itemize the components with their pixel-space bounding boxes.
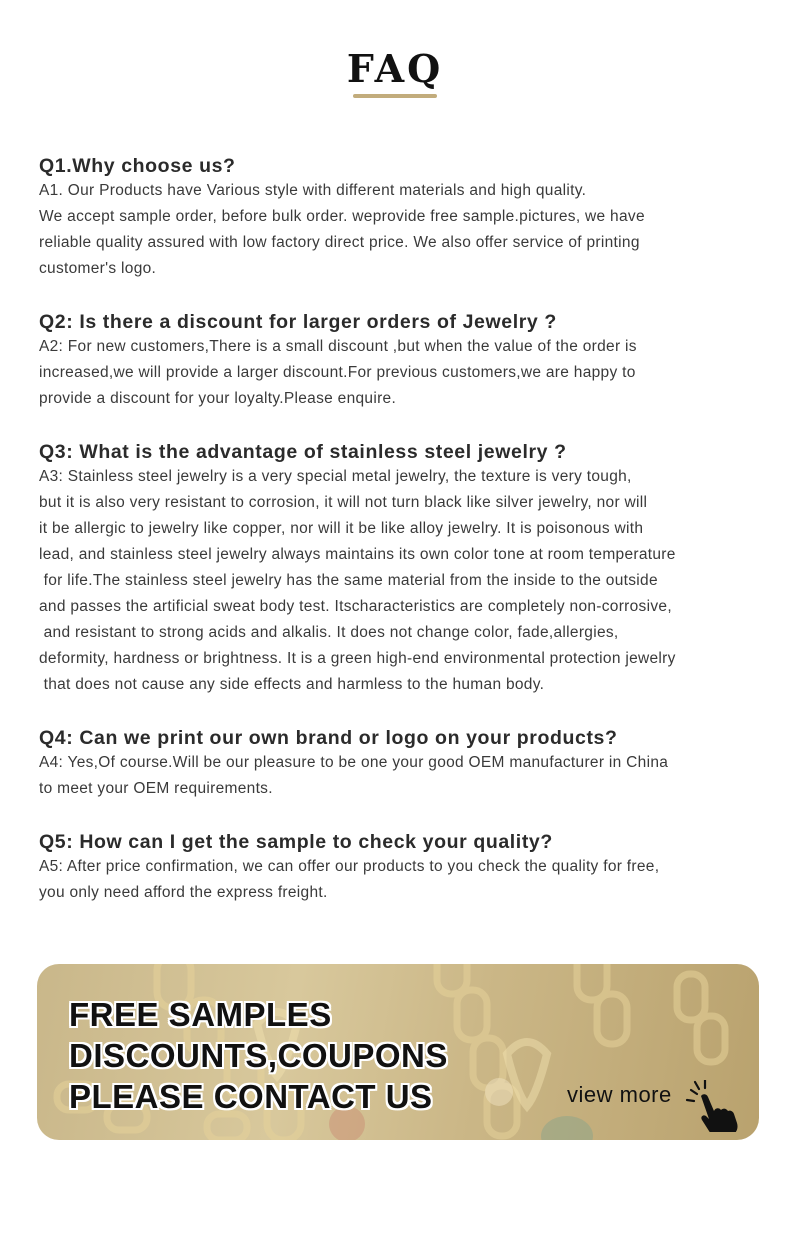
banner-line-2: DISCOUNTS,COUPONS: [69, 1037, 448, 1074]
view-more-link[interactable]: view more: [567, 1082, 672, 1107]
answer-line: that does not cause any side effects and harmless to the human body.: [39, 676, 545, 693]
faq-item-5: [39, 830, 769, 906]
answer-line: A2: For new customers,There is a small discount ,but when the value of the order is: [39, 338, 637, 355]
answer-line: customer's logo.: [39, 260, 157, 277]
faq-answer-1: [39, 178, 769, 282]
answer-line: increased,we will provide a larger discount.For previous customers,we are happy to: [39, 364, 636, 381]
answer-line: deformity, hardness or brightness. It is a green high-end environmental protection jewelry: [39, 650, 676, 667]
faq-question-3: Q3: What is the advantage of stainless steel jewelry ?: [39, 441, 567, 463]
page-header: [0, 44, 790, 94]
answer-line: A3: Stainless steel jewelry is a very special metal jewelry, the texture is very tough,: [39, 468, 632, 485]
faq-question-4: Q4: Can we print our own brand or logo on your products?: [39, 727, 618, 749]
answer-line: lead, and stainless steel jewelry always maintains its own color tone at room temperature: [39, 546, 676, 563]
answer-line: but it is also very resistant to corrosion, it will not turn black like silver jewelry, nor will: [39, 494, 648, 511]
faq-item-1: [39, 154, 769, 282]
answer-line: and passes the artificial sweat body test. Itscharacteristics are completely non-corrosive,: [39, 598, 672, 615]
faq-answer-3: [39, 464, 769, 698]
answer-line: to meet your OEM requirements.: [39, 780, 273, 797]
faq-question-2: Q2: Is there a discount for larger orders of Jewelry ?: [39, 311, 557, 333]
faq-item-4: [39, 726, 769, 802]
answer-line: it be allergic to jewelry like copper, nor will it be like alloy jewelry. It is poisonous with: [39, 520, 644, 537]
answer-line: A1. Our Products have Various style with different materials and high quality.: [39, 182, 587, 199]
banner-line-1: FREE SAMPLES: [69, 996, 332, 1033]
answer-line: and resistant to strong acids and alkalis. It does not change color, fade,allergies,: [39, 624, 619, 641]
answer-line: you only need afford the express freight.: [39, 884, 328, 901]
banner-line-3: PLEASE CONTACT US: [69, 1078, 433, 1115]
tap-hand-icon[interactable]: [685, 1080, 739, 1132]
faq-item-3: [39, 440, 769, 698]
banner-headline: [69, 994, 448, 1117]
answer-line: A5: After price confirmation, we can offer our products to you check the quality for free,: [39, 858, 660, 875]
title-underline: [353, 94, 437, 98]
answer-line: A4: Yes,Of course.Will be our pleasure to be one your good OEM manufacturer in China: [39, 754, 669, 771]
promo-banner[interactable]: [37, 964, 759, 1140]
answer-line: provide a discount for your loyalty.Please enquire.: [39, 390, 397, 407]
faq-question-1: Q1.Why choose us?: [39, 155, 236, 177]
faq-answer-4: [39, 750, 769, 802]
page-title: FAQ: [346, 46, 444, 91]
faq-item-2: [39, 310, 769, 412]
faq-question-5: Q5: How can I get the sample to check your quality?: [39, 831, 553, 853]
faq-answer-5: [39, 854, 769, 906]
answer-line: reliable quality assured with low factory direct price. We also offer service of printing: [39, 234, 640, 251]
answer-line: We accept sample order, before bulk order. weprovide free sample.pictures, we have: [39, 208, 645, 225]
answer-line: for life.The stainless steel jewelry has the same material from the inside to the outside: [39, 572, 658, 589]
faq-answer-2: [39, 334, 769, 412]
